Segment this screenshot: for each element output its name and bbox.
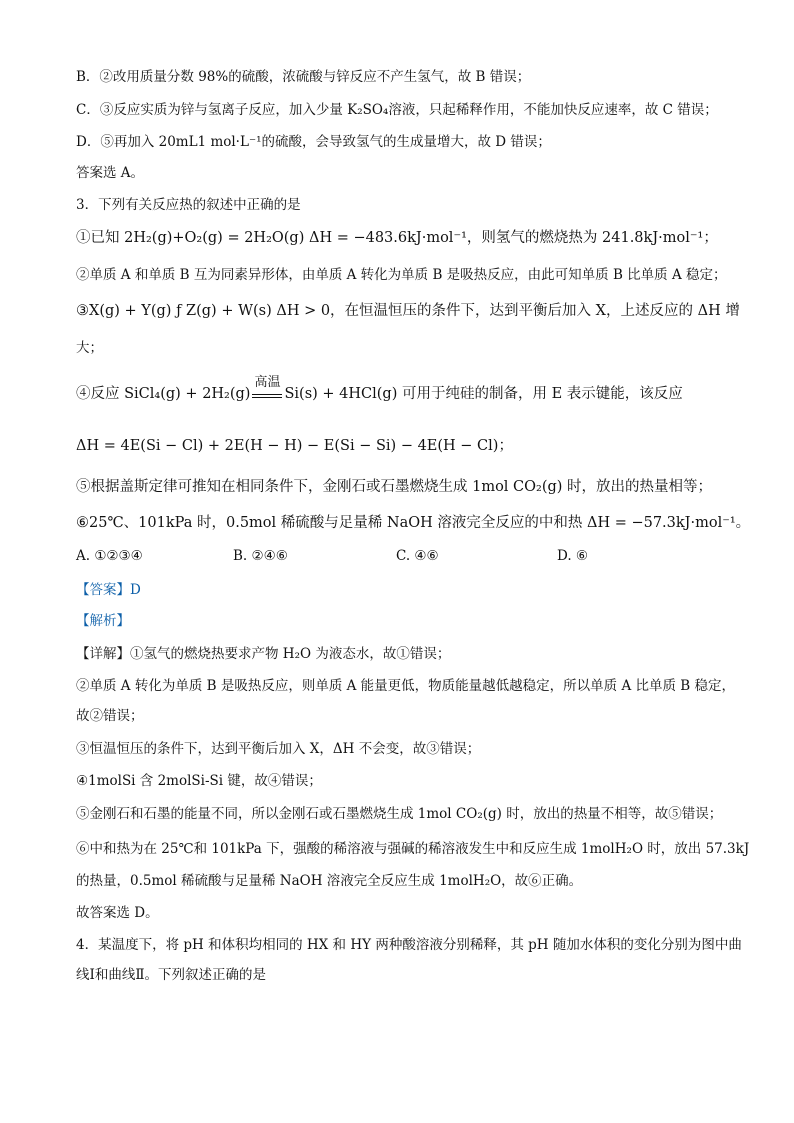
q3-s4-reactants: ④反应 SiCl₄(g) + 2H₂(g)	[76, 386, 251, 402]
q3-answer-label: 【答案】D	[76, 582, 141, 598]
q3-explain-2a: ②单质 A 转化为单质 B 是吸热反应，则单质 A 能量更低，物质能量越低越稳定，所以单质 A 比单质 B 稳定，	[76, 678, 736, 694]
prev-option-b: B．②改用质量分数 98%的硫酸，浓硫酸与锌反应不产生氢气，故 B 错误；	[76, 69, 531, 85]
q4-stem-line-1: 4．某温度下，将 pH 和体积均相同的 HX 和 HY 两种酸溶液分别稀释，其 pH 随加水体积的变化分别为图中曲	[76, 937, 742, 953]
q3-statement-6: ⑥25℃、101kPa 时，0.5mol 稀硫酸与足量稀 NaOH 溶液完全反应的中和热 ΔH = −57.3kJ·mol⁻¹。	[76, 515, 751, 531]
q3-explain-2b: 故②错误；	[76, 708, 144, 724]
q3-statement-4a	[76, 375, 726, 403]
q3-statement-3b: 大；	[76, 340, 103, 356]
q3-statement-4b: ΔH = 4E(Si − Cl) + 2E(H − H) − E(Si − Si) − 4E(H − Cl)；	[76, 438, 513, 454]
q3-analysis-label: 【解析】	[76, 613, 130, 629]
q3-statement-5: ⑤根据盖斯定律可推知在相同条件下，金刚石或石墨燃烧生成 1mol CO₂(g) 时，放出的热量相等；	[76, 479, 713, 495]
q3-explain-4: ④1molSi 含 2molSi-Si 键，故④错误；	[76, 773, 322, 789]
q3-explain-5: ⑤金刚石和石墨的能量不同，所以金刚石或石墨燃烧生成 1mol CO₂(g) 时，放出的热量不相等，故⑤错误；	[76, 806, 723, 822]
q3-explain-6b: 的热量，0.5mol 稀硫酸与足量稀 NaOH 溶液完全反应生成 1molH₂O，故⑥正确。	[76, 873, 583, 889]
q4-stem-line-2: 线Ⅰ和曲线Ⅱ。下列叙述正确的是	[76, 967, 267, 983]
q3-conclusion: 故答案选 D。	[76, 905, 159, 921]
q3-option-d: D. ⑥	[557, 548, 589, 564]
q3-option-b: B. ②④⑥	[233, 548, 288, 564]
q3-s4-products: Si(s) + 4HCl(g) 可用于纯硅的制备，用 E 表示键能，该反应	[284, 386, 683, 402]
q3-stem: 3．下列有关反应热的叙述中正确的是	[76, 197, 301, 213]
q3-option-c: C. ④⑥	[396, 548, 439, 564]
q3-option-a: A. ①②③④	[76, 548, 143, 564]
q3-statement-3a: ③X(g) + Y(g) ƒ Z(g) + W(s) ΔH > 0，在恒温恒压的条件下，达到平衡后加入 X，上述反应的 ΔH 增	[76, 303, 740, 319]
reaction-condition-arrow	[250, 375, 284, 398]
prev-option-c: C．③反应实质为锌与氢离子反应，加入少量 K₂SO₄溶液，只起稀释作用，不能加快反应速率，故 C 错误；	[76, 102, 718, 118]
prev-answer: 答案选 A。	[76, 165, 145, 181]
q3-explain-6a: ⑥中和热为在 25℃和 101kPa 下，强酸的稀溶液与强碱的稀溶液发生中和反应生成 1molH₂O 时，放出 57.3kJ	[76, 841, 750, 857]
q3-explain-1: 【详解】①氢气的燃烧热要求产物 H₂O 为液态水，故①错误；	[76, 646, 451, 662]
q3-explain-3: ③恒温恒压的条件下，达到平衡后加入 X，ΔH 不会变，故③错误；	[76, 741, 481, 757]
reaction-condition: 高温	[254, 375, 281, 390]
q3-statement-1: ①已知 2H₂(g)+O₂(g) = 2H₂O(g) ΔH = −483.6kJ·mol⁻¹，则氢气的燃烧热为 241.8kJ·mol⁻¹；	[76, 230, 718, 246]
q3-statement-2: ②单质 A 和单质 B 互为同素异形体，由单质 A 转化为单质 B 是吸热反应，由此可知单质 B 比单质 A 稳定；	[76, 267, 727, 283]
prev-option-d: D．⑤再加入 20mL1 mol·L⁻¹的硫酸，会导致氢气的生成量增大，故 D 错误；	[76, 134, 551, 150]
